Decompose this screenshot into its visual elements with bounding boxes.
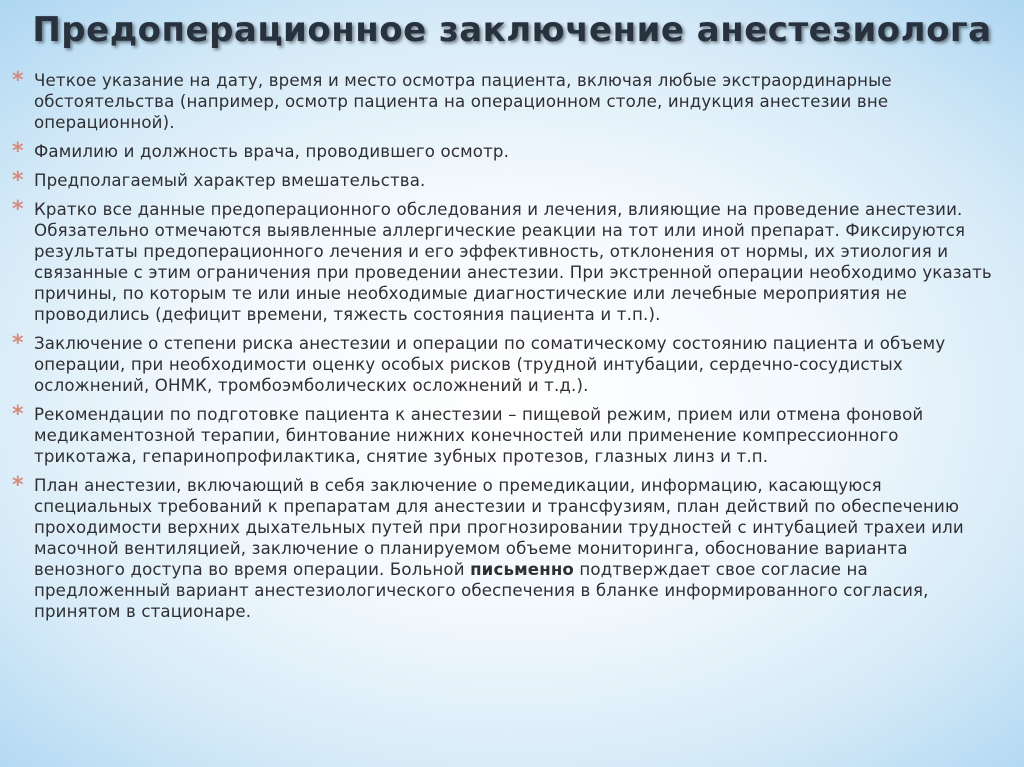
asterisk-bullet-icon: * (12, 68, 24, 93)
asterisk-bullet-icon: * (12, 168, 24, 193)
bullet-item (12, 141, 1000, 162)
bullet-text: Кратко все данные предоперационного обследования и лечения, влияющие на проведение анестезии. Обязательно отмечаются выявленные аллергические реакции на тот или иной препарат. Фиксируются результаты предоперационного лечения и его эффективность, отклонения от нормы, их этиология и связанные с этим ограничения при проведении анестезии. При экстренной операции необходимо указать причины, по которым те или иные необходимые диагностические или лечебные мероприятия не проводились (дефицит времени, тяжесть состояния пациента и т.п.). (34, 200, 992, 324)
bullet-text: Предполагаемый характер вмешательства. (34, 171, 426, 190)
bullet-text-emphasis: письменно (470, 560, 574, 579)
bullet-text: Рекомендации по подготовке пациента к анестезии – пищевой режим, прием или отмена фоновой медикаментозной терапии, бинтование нижних конечностей или применение компрессионного трикотажа, гепаринопрофилактика, снятие зубных протезов, глазных линз и т.п. (34, 405, 924, 466)
asterisk-bullet-icon: * (12, 197, 24, 222)
slide-title: Предоперационное заключение анестезиолога (32, 10, 992, 50)
bullet-item (12, 404, 1000, 467)
bullet-text: Четкое указание на дату, время и место осмотра пациента, включая любые экстраординарные обстоятельства (например, осмотр пациента на операционном столе, индукция анестезии вне операционной). (34, 71, 892, 132)
asterisk-bullet-icon: * (12, 331, 24, 356)
asterisk-bullet-icon: * (12, 473, 24, 498)
bullet-text: Заключение о степени риска анестезии и операции по соматическому состоянию пациента и объему операции, при необходимости оценку особых рисков (трудной интубации, сердечно-сосудистых осложнений, ОНМК, тромбоэмболических осложнений и т.д.). (34, 334, 946, 395)
bullet-item (12, 70, 1000, 133)
bullet-text: Фамилию и должность врача, проводившего осмотр. (34, 142, 509, 161)
bullet-item (12, 333, 1000, 396)
asterisk-bullet-icon: * (12, 139, 24, 164)
bullet-item (12, 199, 1000, 325)
bullet-text-part: План анестезии, включающий в себя заключение о премедикации, информацию, касающуюся специальных требований к препаратам для анестезии и трансфузиям, план действий по обеспечению проходимости верхних дыхательных путей при прогнозировании трудностей с интубацией трахеи или масочной вентиляцией, заключение о планируемом объеме мониторинга, обоснование варианта венозного доступа во время операции. Больной (34, 476, 964, 579)
bullet-list (12, 70, 1000, 630)
bullet-item (12, 475, 1000, 622)
asterisk-bullet-icon: * (12, 402, 24, 427)
bullet-text-part: подтверждает свое согласие на предложенный вариант анестезиологического обеспечения в бланке информированного согласия, принятом в стационаре. (34, 560, 929, 621)
bullet-text (34, 475, 1000, 622)
bullet-item (12, 170, 1000, 191)
